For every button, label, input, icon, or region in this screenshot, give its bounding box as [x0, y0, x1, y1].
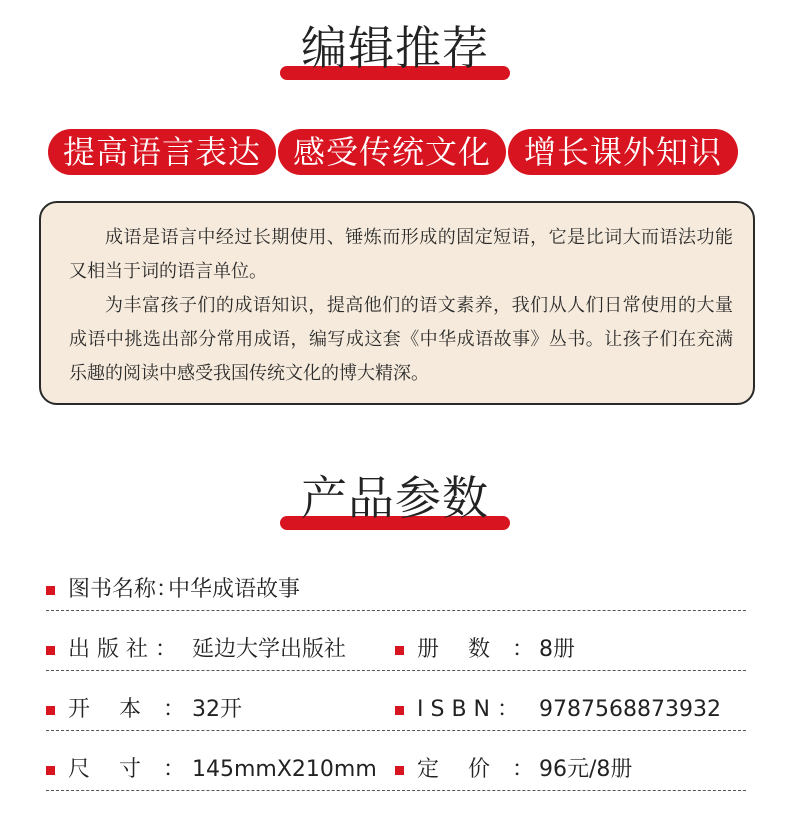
spec-format [46, 690, 391, 730]
tag-pill-knowledge: 增长课外知识 [508, 129, 738, 175]
spec-row [46, 690, 746, 731]
intro-box [39, 201, 755, 405]
spec-label: 定 价 ： [417, 757, 534, 782]
bullet-square-icon [46, 646, 55, 655]
spec-publisher [46, 630, 391, 670]
spec-label: I S B N ： [417, 697, 519, 722]
bullet-square-icon [46, 766, 55, 775]
spec-isbn [395, 690, 746, 730]
spec-label: 图书名称： [68, 577, 179, 602]
spec-label: 尺 寸 ： [68, 757, 185, 782]
spec-label: 出 版 社 ： [68, 637, 177, 662]
tag-pill-language: 提高语言表达 [48, 129, 276, 175]
intro-paragraph: 为丰富孩子们的成语知识，提高他们的语文素养，我们从人们日常使用的大量成语中挑选出部分常用成语，编写成这套《中华成语故事》丛书。让孩子们在充满乐趣的阅读中感受我国传统文化的博大精深。 [69, 295, 733, 384]
section-title: 产品参数 [301, 471, 489, 525]
spec-row [46, 750, 746, 791]
tag-pill-culture: 感受传统文化 [278, 129, 506, 175]
spec-book-name [46, 570, 391, 610]
spec-size [46, 750, 391, 790]
product-params-header [0, 470, 790, 540]
bullet-square-icon [395, 766, 404, 775]
spec-value: 32开 [192, 697, 242, 722]
spec-value: 8册 [539, 637, 575, 662]
spec-value: 9787568873932 [539, 697, 721, 722]
spec-row [46, 630, 746, 671]
editor-recommendation-header [0, 20, 790, 90]
spec-value: 96元/8册 [539, 757, 633, 782]
spec-volume-count [395, 630, 746, 670]
bullet-square-icon [395, 646, 404, 655]
spec-value: 中华成语故事 [168, 577, 301, 602]
bullet-square-icon [46, 706, 55, 715]
spec-value: 延边大学出版社 [192, 637, 347, 662]
intro-paragraph: 成语是语言中经过长期使用、锤炼而形成的固定短语，它是比词大而语法功能又相当于词的语言单位。 [69, 227, 733, 282]
spec-label: 册 数 ： [417, 637, 534, 662]
spec-label: 开 本 ： [68, 697, 185, 722]
bullet-square-icon [395, 706, 404, 715]
bullet-square-icon [46, 586, 55, 595]
spec-value: 145mmX210mm [192, 757, 377, 782]
spec-row [46, 570, 746, 611]
section-title: 编辑推荐 [301, 21, 489, 75]
spec-price [395, 750, 746, 790]
